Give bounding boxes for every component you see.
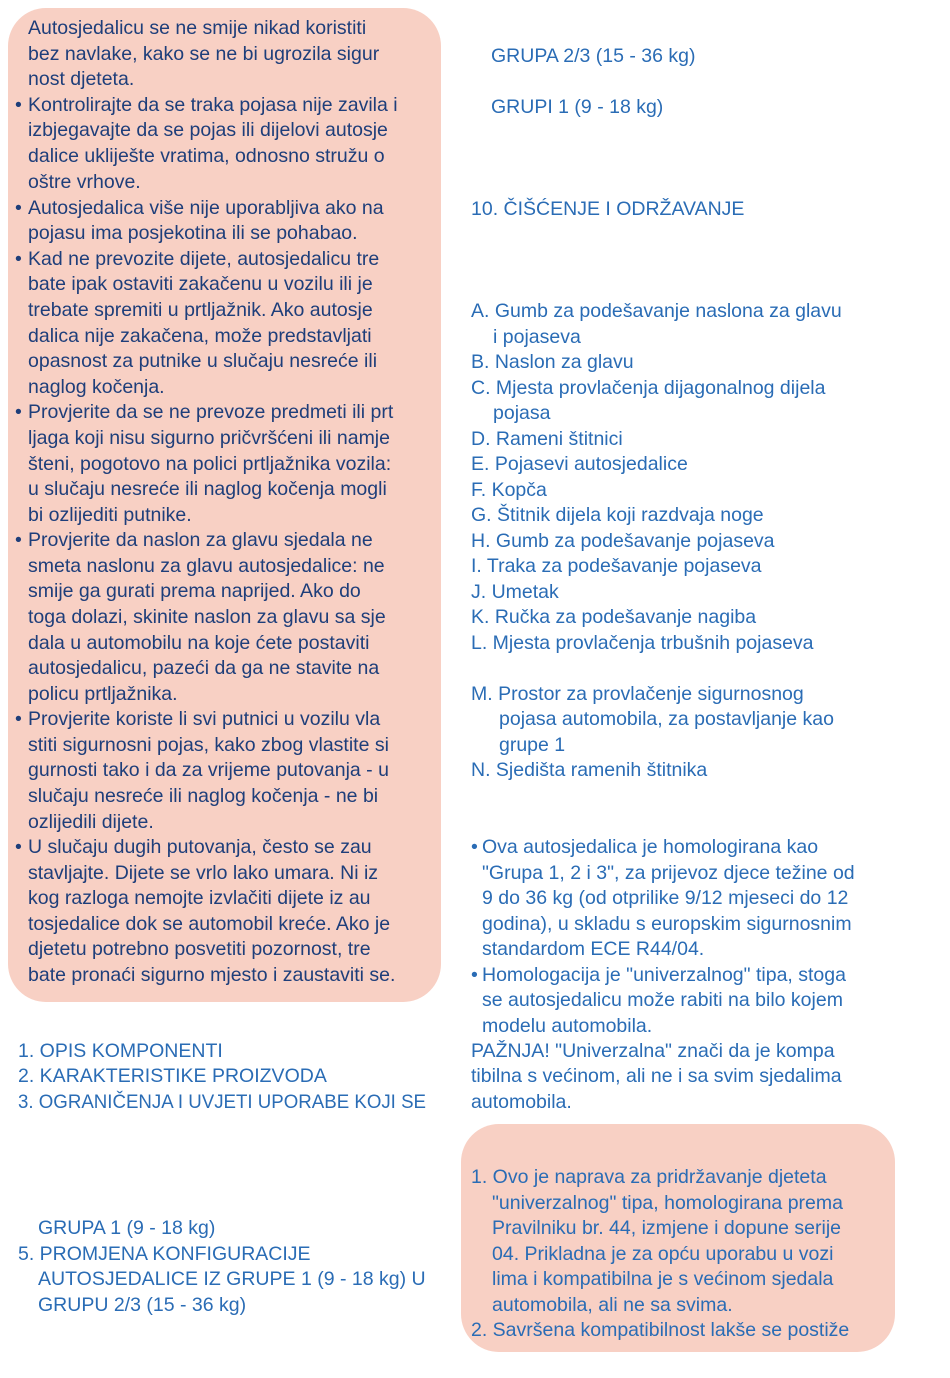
text-line: automobila. — [471, 1091, 572, 1113]
text-line: U slučaju dugih putovanja, često se zau — [28, 836, 372, 858]
text-line: nost djeteta. — [28, 68, 135, 90]
list-item: grupe 1 — [499, 734, 566, 756]
list-item: pojasa automobila, za postavljanje kao — [499, 708, 834, 730]
text-line: Provjerite da naslon za glavu sjedala ne — [28, 529, 373, 551]
bullet: • — [471, 964, 478, 986]
bullet: • — [15, 248, 22, 270]
text-line: Autosjedalicu se ne smije nikad koristiti — [28, 17, 367, 39]
text-line: Ova autosjedalica je homologirana kao — [482, 836, 819, 858]
text-line: dala u automobilu na koje ćete postaviti — [28, 632, 370, 654]
toc-item: GRUPI 1 (9 - 18 kg) — [491, 96, 664, 118]
list-item: K. Ručka za podešavanje nagiba — [471, 606, 757, 628]
text-line: policu prtljažnika. — [28, 683, 178, 705]
list-item: B. Naslon za glavu — [471, 351, 634, 373]
text-line: naglog kočenja. — [28, 376, 165, 398]
text-line: Pravilniku br. 44, izmjene i dopune serije — [492, 1217, 842, 1239]
text-line: ljaga koji nisu sigurno pričvršćeni ili namje — [28, 427, 390, 449]
text-line: smeta naslonu za glavu autosjedalice: ne — [28, 555, 385, 577]
list-item: C. Mjesta provlačenja dijagonalnog dijela — [471, 377, 826, 399]
text-line: tosjedalice dok se automobil kreće. Ako je — [28, 913, 391, 935]
text-line: bate ipak ostaviti zakačenu u vozilu ili je — [28, 273, 373, 295]
text-line: kog razloga nemojte izvlačiti dijete iz au — [28, 887, 371, 909]
text-line: PAŽNJA! "Univerzalna" znači da je kompa — [471, 1040, 835, 1062]
text-line: automobila, ali ne sa svima. — [492, 1294, 733, 1316]
list-item: A. Gumb za podešavanje naslona za glavu — [471, 300, 842, 322]
toc-item: GRUPA 1 (9 - 18 kg) — [38, 1217, 216, 1239]
list-item: I. Traka za podešavanje pojaseva — [471, 555, 762, 577]
text-line: šteni, pogotovo na polici prtljažnika vozila: — [28, 453, 392, 475]
text-line: autosjedalicu, pazeći da ga ne stavite na — [28, 657, 380, 679]
list-item: pojasa — [493, 402, 551, 424]
list-item: G. Štitnik dijela koji razdvaja noge — [471, 504, 764, 526]
text-line: bi ozlijediti putnike. — [28, 504, 192, 526]
list-item: M. Prostor za provlačenje sigurnosnog — [471, 683, 804, 705]
text-line: standardom ECE R44/04. — [482, 938, 705, 960]
text-line: tibilna s većinom, ali ne i sa svim sjedalima — [471, 1065, 842, 1087]
list-item: E. Pojasevi autosjedalice — [471, 453, 688, 475]
bullet: • — [15, 708, 22, 730]
list-item: F. Kopča — [471, 479, 547, 501]
text-line: u slučaju nesreće ili naglog kočenja mogli — [28, 478, 387, 500]
text-line: pojasu ima posjekotina ili se pohabao. — [28, 222, 358, 244]
text-line: Homologacija je "univerzalnog" tipa, stoga — [482, 964, 846, 986]
bullet: • — [15, 529, 22, 551]
section-heading: 10. ČIŠĆENJE I ODRŽAVANJE — [471, 198, 745, 220]
text-line: bate pronaći sigurno mjesto i zaustaviti se. — [28, 964, 396, 986]
bullet: • — [471, 836, 478, 858]
text-line: izbjegavajte da se pojas ili dijelovi autosje — [28, 119, 388, 141]
text-line: se autosjedalicu može rabiti na bilo kojem — [482, 989, 843, 1011]
text-line: "univerzalnog" tipa, homologirana prema — [492, 1192, 843, 1214]
text-line: bez navlake, kako se ne bi ugrozila sigur — [28, 43, 380, 65]
text-line: trebate spremiti u prtljažnik. Ako autosje — [28, 299, 373, 321]
text-line: Provjerite da se ne prevoze predmeti ili prt — [28, 401, 394, 423]
text-line: 1. Ovo je naprava za pridržavanje djeteta — [471, 1166, 827, 1188]
text-line: ozlijedili dijete. — [28, 811, 154, 833]
toc-item: 3. OGRANIČENJA I UVJETI UPORABE KOJI SE — [18, 1091, 426, 1113]
text-line: slučaju nesreće ili naglog kočenja - ne bi — [28, 785, 379, 807]
text-line: toga dolazi, skinite naslon za glavu sa sje — [28, 606, 386, 628]
text-line: Autosjedalica više nije uporabljiva ako na — [28, 197, 384, 219]
text-line: "Grupa 1, 2 i 3", za prijevoz djece težine od — [482, 862, 855, 884]
bullet: • — [15, 94, 22, 116]
list-item: N. Sjedišta ramenih štitnika — [471, 759, 708, 781]
toc-item: AUTOSJEDALICE IZ GRUPE 1 (9 - 18 kg) U — [38, 1268, 426, 1290]
text-line: smije ga gurati prema naprijed. Ako do — [28, 580, 361, 602]
toc-item: GRUPA 2/3 (15 - 36 kg) — [491, 45, 696, 67]
bullet: • — [15, 197, 22, 219]
bullet: • — [15, 401, 22, 423]
text-line: modelu automobila. — [482, 1015, 653, 1037]
toc-item: 2. KARAKTERISTIKE PROIZVODA — [18, 1065, 327, 1087]
text-line: 2. Savršena kompatibilnost lakše se postiže — [471, 1319, 850, 1341]
text-line: dalice ukliješte vratima, odnosno stružu o — [28, 145, 385, 167]
toc-item: 1. OPIS KOMPONENTI — [18, 1040, 223, 1062]
text-line: oštre vrhove. — [28, 171, 141, 193]
text-line: lima i kompatibilna je s većinom sjedala — [492, 1268, 834, 1290]
bullet: • — [15, 836, 22, 858]
toc-item: 5. PROMJENA KONFIGURACIJE — [18, 1243, 311, 1265]
text-line: Kontrolirajte da se traka pojasa nije zavila i — [28, 94, 398, 116]
list-item: H. Gumb za podešavanje pojaseva — [471, 530, 775, 552]
list-item: L. Mjesta provlačenja trbušnih pojaseva — [471, 632, 814, 654]
text-line: opasnost za putnike u slučaju nesreće ili — [28, 350, 378, 372]
text-line: godina), u skladu s europskim sigurnosnim — [482, 913, 852, 935]
list-item: J. Umetak — [471, 581, 559, 603]
toc-item: GRUPU 2/3 (15 - 36 kg) — [38, 1294, 247, 1316]
list-item: D. Rameni štitnici — [471, 428, 623, 450]
text-line: Provjerite koriste li svi putnici u vozilu vla — [28, 708, 381, 730]
text-line: gurnosti tako i da za vrijeme putovanja - u — [28, 759, 389, 781]
text-line: dalica nije zakačena, može predstavljati — [28, 325, 372, 347]
text-line: 9 do 36 kg (od otprilike 9/12 mjeseci do 12 — [482, 887, 849, 909]
text-line: djetetu potrebno posvetiti pozornost, tre — [28, 938, 371, 960]
text-line: 04. Prikladna je za opću uporabu u vozi — [492, 1243, 834, 1265]
text-line: stavljajte. Dijete se vrlo lako umara. Ni iz — [28, 862, 379, 884]
text-line: stiti sigurnosni pojas, kako zbog vlastite si — [28, 734, 389, 756]
text-line: Kad ne prevozite dijete, autosjedalicu tre — [28, 248, 380, 270]
list-item: i pojaseva — [493, 326, 581, 348]
